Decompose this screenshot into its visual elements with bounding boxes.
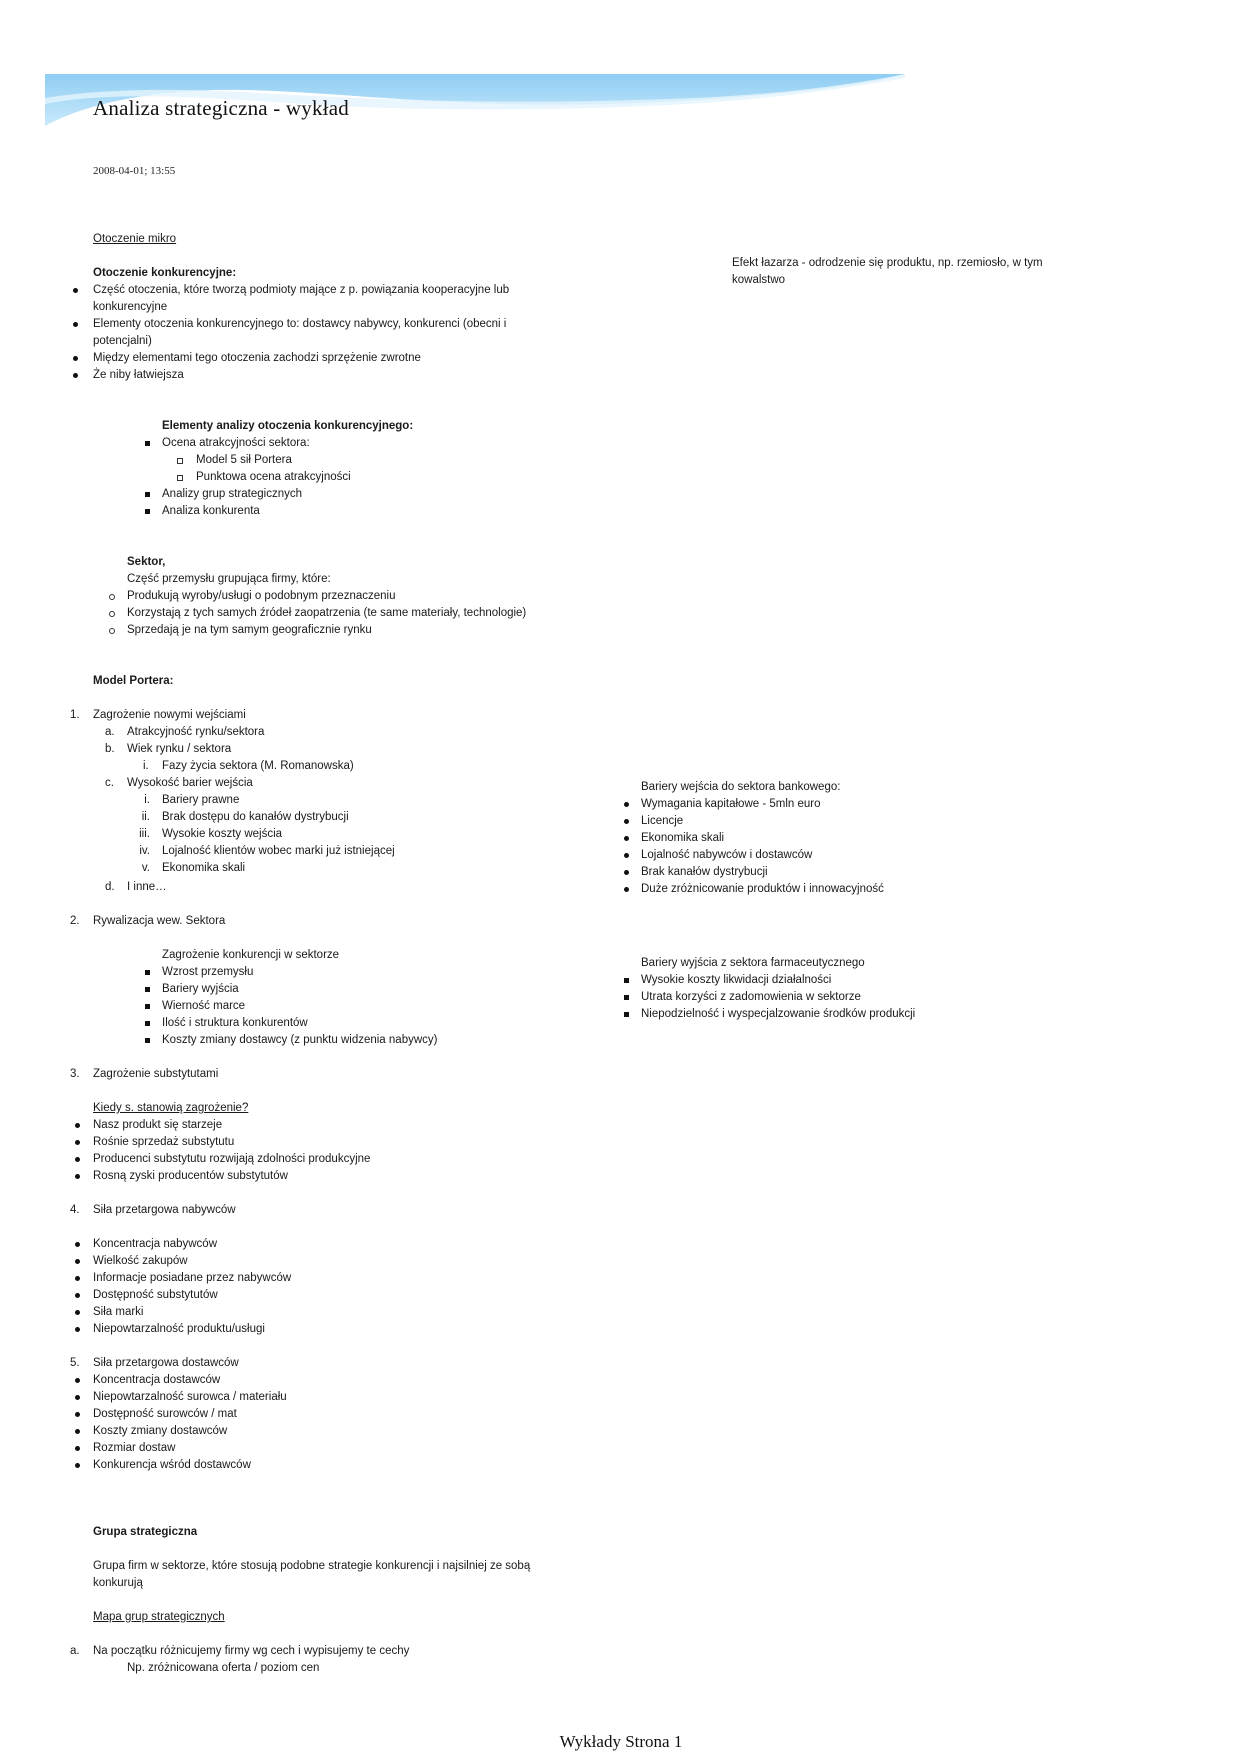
list-item: Utrata korzyści z zadomowienia w sektorze [641,989,861,1006]
list-item: Licencje [641,813,683,830]
square-bullet-icon [145,492,150,497]
porter-item-2: 2. Rywalizacja wew. Sektora [70,915,226,927]
grupa-item-a: a. Na początku różnicujemy firmy wg cech i wypisujemy te cechy [70,1645,410,1657]
list-item: Analiza konkurenta [162,503,260,520]
bullet-icon [624,819,629,824]
page-title: Analiza strategiczna - wykład [93,96,349,120]
list-item: Między elementami tego otoczenia zachodzi sprzężenie zwrotne [93,350,563,367]
list-item: Konkurencja wśród dostawców [93,1457,251,1474]
grupa-item-a-example: Np. zróżnicowana oferta / poziom cen [127,1662,320,1674]
bullet-icon [624,802,629,807]
bullet-icon [75,1174,80,1179]
bullet-icon [75,1446,80,1451]
bullet-icon [73,288,78,293]
heading-bariery-farmaceutyczne: Bariery wyjścia z sektora farmaceutycznego [641,957,865,969]
circle-bullet-icon [109,594,115,600]
list-item: Koncentracja nabywców [93,1236,217,1253]
square-bullet-icon [624,1012,629,1017]
heading-bariery-bankowe: Bariery wejścia do sektora bankowego: [641,781,841,793]
bullet-icon [75,1429,80,1434]
list-item: Dostępność surowców / mat [93,1406,237,1423]
list-item: Że niby łatwiejsza [93,367,563,384]
list-item: Sprzedają je na tym samym geograficznie rynku [127,622,372,639]
porter-item-1c: c. Wysokość barier wejścia [105,777,253,789]
bullet-icon [73,373,78,378]
bullet-icon [624,836,629,841]
heading-otoczenie-konkurencyjne: Otoczenie konkurencyjne: [93,267,237,279]
list-item: Wysokie koszty likwidacji działalności [641,972,831,989]
bullet-icon [75,1293,80,1298]
list-item: Ocena atrakcyjności sektora: [162,435,310,452]
bullet-icon [624,887,629,892]
bullet-icon [73,356,78,361]
list-item: Rozmiar dostaw [93,1440,175,1457]
porter-item-1a: a. Atrakcyjność rynku/sektora [105,726,265,738]
heading-model-portera: Model Portera: [93,675,174,687]
section-otoczenie-mikro: Otoczenie mikro [93,233,177,245]
porter-item-1d: d. I inne… [105,881,167,893]
list-item: Wierność marce [162,998,245,1015]
checkbox-bullet-icon [177,475,183,481]
bullet-icon [73,322,78,327]
porter-item-1c-ii: ii. Brak dostępu do kanałów dystrybucji [141,811,349,823]
list-item: Elementy otoczenia konkurencyjnego to: dostawcy nabywcy, konkurenci (obecni i potencjalni) [93,316,563,350]
list-item: Siła marki [93,1304,143,1321]
list-item: Duże zróżnicowanie produktów i innowacyjność [641,881,884,898]
square-bullet-icon [145,970,150,975]
square-bullet-icon [145,1004,150,1009]
porter-item-4: 4. Siła przetargowa nabywców [70,1204,236,1216]
heading-elementy-analizy: Elementy analizy otoczenia konkurencyjnego: [162,420,414,432]
heading-grupa-strategiczna: Grupa strategiczna [93,1526,198,1538]
list-item: Niepodzielność i wyspecjalzowanie środków produkcji [641,1006,915,1023]
list-item: Producenci substytutu rozwijają zdolności produkcyjne [93,1151,370,1168]
bullet-icon [75,1140,80,1145]
bullet-icon [75,1395,80,1400]
list-item: Wzrost przemysłu [162,964,253,981]
list-item: Rosną zyski producentów substytutów [93,1168,288,1185]
porter-item-1c-v: v. Ekonomika skali [141,862,246,874]
grupa-definition: Grupa firm w sektorze, które stosują podobne strategie konkurencji i najsilniej ze sobą konkurują [93,1560,531,1589]
list-item: Wymagania kapitałowe - 5mln euro [641,796,821,813]
heading-sektor: Sektor, [127,556,166,568]
list-item: Model 5 sił Portera [196,452,292,469]
list-item: Ilość i struktura konkurentów [162,1015,308,1032]
list-item: Nasz produkt się starzeje [93,1117,222,1134]
bullet-icon [75,1463,80,1468]
list-item: Produkują wyroby/usługi o podobnym przeznaczeniu [127,588,396,605]
list-item: Lojalność nabywców i dostawców [641,847,812,864]
list-item: Punktowa ocena atrakcyjności [196,469,351,486]
bullet-icon [75,1259,80,1264]
square-bullet-icon [145,441,150,446]
square-bullet-icon [145,1021,150,1026]
bullet-icon [75,1412,80,1417]
porter-item-1c-i: i. Bariery prawne [144,794,240,806]
square-bullet-icon [145,509,150,514]
page-datetime: 2008-04-01; 13:55 [93,165,176,177]
bullet-icon [75,1310,80,1315]
square-bullet-icon [145,1038,150,1043]
list-item: Niepowtarzalność surowca / materiału [93,1389,287,1406]
sektor-intro: Część przemysłu grupująca firmy, które: [127,573,331,585]
porter-item-1c-iv: iv. Lojalność klientów wobec marki już istniejącej [139,845,395,857]
list-item: Korzystają z tych samych źródeł zaopatrzenia (te same materiały, technologie) [127,605,526,622]
square-bullet-icon [145,987,150,992]
list-item: Część otoczenia, które tworzą podmioty mające z p. powiązania kooperacyjne lub konkurencyjne [93,282,563,316]
porter-item-3: 3. Zagrożenie substytutami [70,1068,219,1080]
list-item: Brak kanałów dystrybucji [641,864,768,881]
list-item: Bariery wyjścia [162,981,239,998]
bullet-icon [75,1327,80,1332]
porter-item-1b-i: i. Fazy życia sektora (M. Romanowska) [143,760,354,772]
bullet-icon [624,853,629,858]
list-item: Rośnie sprzedaż substytutu [93,1134,234,1151]
porter-2-intro: Zagrożenie konkurencji w sektorze [162,949,340,961]
circle-bullet-icon [109,611,115,617]
list-item: Informacje posiadane przez nabywców [93,1270,291,1287]
bullet-icon [75,1242,80,1247]
heading-mapa-grup: Mapa grup strategicznych [93,1611,225,1623]
porter-3-question: Kiedy s. stanowią zagrożenie? [93,1102,249,1114]
list-item: Koncentracja dostawców [93,1372,220,1389]
bullet-icon [624,870,629,875]
bullet-icon [75,1123,80,1128]
list-otoczenie-konkurencyjne [93,282,563,384]
list-item: Koszty zmiany dostawcy (z punktu widzenia nabywcy) [162,1032,437,1049]
square-bullet-icon [624,995,629,1000]
checkbox-bullet-icon [177,458,183,464]
list-item: Niepowtarzalność produktu/usługi [93,1321,265,1338]
porter-item-1c-iii: iii. Wysokie koszty wejścia [139,828,283,840]
circle-bullet-icon [109,628,115,634]
list-item: Wielkość zakupów [93,1253,188,1270]
square-bullet-icon [624,978,629,983]
bullet-icon [75,1157,80,1162]
list-item: Ekonomika skali [641,830,724,847]
porter-item-1b: b. Wiek rynku / sektora [105,743,232,755]
porter-item-5: 5. Siła przetargowa dostawców [70,1357,239,1369]
list-item: Koszty zmiany dostawców [93,1423,227,1440]
page-footer: Wykłady Strona 1 [559,1732,683,1751]
note-efekt-lazarza: Efekt łazarza - odrodzenie się produktu, np. rzemiosło, w tym kowalstwo [732,257,1043,286]
list-item: Analizy grup strategicznych [162,486,302,503]
bullet-icon [75,1276,80,1281]
list-item: Dostępność substytutów [93,1287,218,1304]
porter-item-1: 1. Zagrożenie nowymi wejściami [70,709,246,721]
bullet-icon [75,1378,80,1383]
